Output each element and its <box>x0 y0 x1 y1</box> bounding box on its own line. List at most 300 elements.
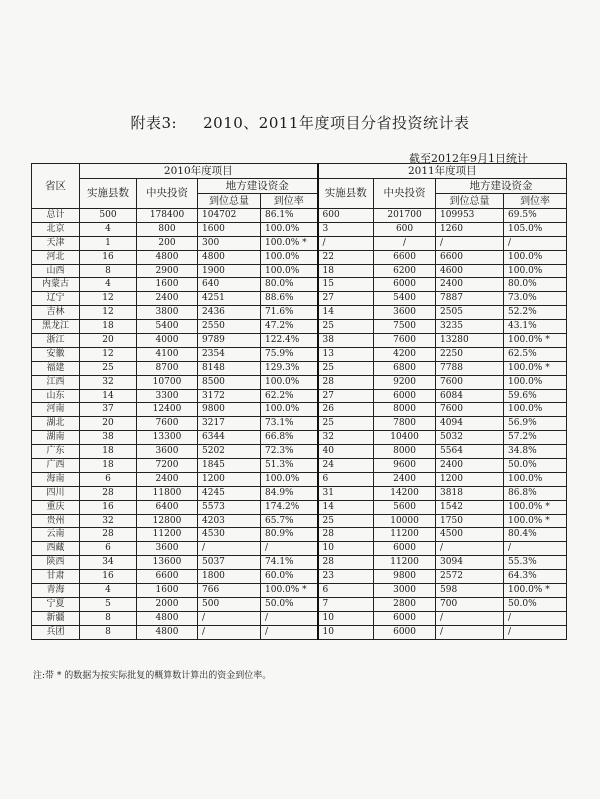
cell-rate-2011: 62.5% <box>504 347 567 361</box>
cell-region: 云南 <box>32 528 80 542</box>
cell-counties-2011: 13 <box>318 347 374 361</box>
cell-region: 山西 <box>32 264 80 278</box>
cell-amount-2011: 7600 <box>436 375 504 389</box>
cell-counties-2010: 12 <box>80 306 137 320</box>
cell-amount-2010: 4203 <box>198 514 261 528</box>
cell-central-2010: 12800 <box>137 514 198 528</box>
cell-counties-2011: 28 <box>318 528 374 542</box>
cell-region: 总计 <box>32 209 80 223</box>
cell-rate-2011: 100.0% * <box>504 514 567 528</box>
table-row <box>32 264 567 278</box>
cell-central-2010: 5400 <box>137 320 198 334</box>
table-row <box>32 528 567 542</box>
title-main: 2010、2011年度项目分省投资统计表 <box>203 114 470 132</box>
header-rate-2011: 到位率 <box>504 194 567 209</box>
table-row <box>32 250 567 264</box>
cell-counties-2010: 32 <box>80 375 137 389</box>
cell-region: 福建 <box>32 361 80 375</box>
cell-counties-2011: 25 <box>318 361 374 375</box>
cell-amount-2010: 1800 <box>198 570 261 584</box>
cell-counties-2010: 34 <box>80 556 137 570</box>
cell-counties-2010: 18 <box>80 459 137 473</box>
cell-central-2011: 6000 <box>374 625 436 639</box>
cell-central-2011: 10400 <box>374 431 436 445</box>
cell-rate-2011: 57.2% <box>504 431 567 445</box>
cell-rate-2010: 100.0% <box>261 375 318 389</box>
cell-central-2010: 6600 <box>137 570 198 584</box>
cell-rate-2010: 65.7% <box>261 514 318 528</box>
cell-central-2011: 600 <box>374 222 436 236</box>
cell-counties-2011: 40 <box>318 445 374 459</box>
table-row <box>32 278 567 292</box>
cell-central-2010: 8700 <box>137 361 198 375</box>
cell-central-2011: / <box>374 236 436 250</box>
cell-amount-2010: 1200 <box>198 472 261 486</box>
cell-counties-2011: 26 <box>318 403 374 417</box>
cell-region: 贵州 <box>32 514 80 528</box>
header-rate-2010: 到位率 <box>261 194 318 209</box>
footnote: 注:带 * 的数据为按实际批复的概算数计算出的资金到位率。 <box>33 671 272 681</box>
cell-counties-2010: 12 <box>80 292 137 306</box>
cell-rate-2010: 174.2% <box>261 500 318 514</box>
cell-amount-2010: 9800 <box>198 403 261 417</box>
cell-counties-2010: 12 <box>80 347 137 361</box>
cell-amount-2011: / <box>436 611 504 625</box>
cell-region: 河北 <box>32 250 80 264</box>
cell-amount-2010: 2354 <box>198 347 261 361</box>
cell-central-2011: 6000 <box>374 389 436 403</box>
cell-amount-2011: 1260 <box>436 222 504 236</box>
table-row <box>32 570 567 584</box>
cell-region: 吉林 <box>32 306 80 320</box>
cell-counties-2010: 16 <box>80 500 137 514</box>
cell-rate-2010: / <box>261 611 318 625</box>
cell-rate-2010: 100.0% * <box>261 236 318 250</box>
table-row <box>32 361 567 375</box>
cell-central-2010: 200 <box>137 236 198 250</box>
cell-amount-2011: 4600 <box>436 264 504 278</box>
cell-counties-2010: 8 <box>80 611 137 625</box>
cell-central-2011: 8000 <box>374 403 436 417</box>
table-row <box>32 209 567 223</box>
cell-amount-2010: 1900 <box>198 264 261 278</box>
cell-rate-2010: / <box>261 625 318 639</box>
cell-rate-2011: 100.0% <box>504 250 567 264</box>
cell-amount-2010: 4245 <box>198 486 261 500</box>
cell-counties-2011: 24 <box>318 459 374 473</box>
cell-counties-2011: 25 <box>318 417 374 431</box>
cell-amount-2011: / <box>436 542 504 556</box>
cell-central-2011: 6000 <box>374 278 436 292</box>
cell-amount-2011: 3094 <box>436 556 504 570</box>
table-row <box>32 486 567 500</box>
cell-central-2010: 13300 <box>137 431 198 445</box>
table-row <box>32 597 567 611</box>
cell-counties-2011: 38 <box>318 334 374 348</box>
cell-counties-2010: 8 <box>80 264 137 278</box>
table-row <box>32 403 567 417</box>
cell-amount-2010: 9789 <box>198 334 261 348</box>
cell-central-2011: 9200 <box>374 375 436 389</box>
table-row <box>32 625 567 639</box>
cell-region: 北京 <box>32 222 80 236</box>
cell-region: 河南 <box>32 403 80 417</box>
header-local-2010: 地方建设资金 <box>198 179 318 194</box>
investment-table <box>31 163 567 640</box>
cell-counties-2010: 38 <box>80 431 137 445</box>
cell-counties-2010: 20 <box>80 334 137 348</box>
cell-region: 辽宁 <box>32 292 80 306</box>
header-2011: 2011年度项目 <box>318 164 567 179</box>
cell-rate-2011: 80.0% <box>504 278 567 292</box>
cell-central-2010: 7200 <box>137 459 198 473</box>
cell-counties-2011: 28 <box>318 556 374 570</box>
cell-central-2011: 14200 <box>374 486 436 500</box>
cell-central-2011: 9800 <box>374 570 436 584</box>
cell-counties-2010: 18 <box>80 320 137 334</box>
table-row <box>32 556 567 570</box>
cell-rate-2010: 100.0% <box>261 264 318 278</box>
cell-central-2011: 5400 <box>374 292 436 306</box>
cell-counties-2011: 28 <box>318 375 374 389</box>
header-region: 省区 <box>32 164 80 209</box>
cell-rate-2011: 100.0% <box>504 264 567 278</box>
cell-amount-2010: 6344 <box>198 431 261 445</box>
cell-central-2010: 2900 <box>137 264 198 278</box>
cell-amount-2010: 8148 <box>198 361 261 375</box>
cell-rate-2010: 84.9% <box>261 486 318 500</box>
cell-rate-2011: 69.5% <box>504 209 567 223</box>
cell-central-2010: 2400 <box>137 472 198 486</box>
cell-counties-2011: 14 <box>318 306 374 320</box>
cell-rate-2010: 72.3% <box>261 445 318 459</box>
table-row <box>32 236 567 250</box>
table-row <box>32 611 567 625</box>
cell-amount-2011: 3818 <box>436 486 504 500</box>
cell-amount-2010: / <box>198 542 261 556</box>
header-counties-2010: 实施县数 <box>80 179 137 209</box>
cell-central-2010: 4800 <box>137 611 198 625</box>
cell-counties-2010: 4 <box>80 222 137 236</box>
cell-rate-2010: 47.2% <box>261 320 318 334</box>
cell-counties-2011: 10 <box>318 625 374 639</box>
cell-rate-2011: / <box>504 236 567 250</box>
cell-rate-2011: 100.0% <box>504 472 567 486</box>
cell-rate-2011: 64.3% <box>504 570 567 584</box>
cell-amount-2010: / <box>198 611 261 625</box>
cell-rate-2011: 100.0% * <box>504 584 567 598</box>
header-central-2011: 中央投资 <box>374 179 436 209</box>
cell-central-2010: 1600 <box>137 584 198 598</box>
cell-counties-2010: 25 <box>80 361 137 375</box>
cell-counties-2011: 18 <box>318 264 374 278</box>
cell-rate-2011: 100.0% * <box>504 334 567 348</box>
cell-central-2011: 3600 <box>374 306 436 320</box>
cell-rate-2010: 100.0% <box>261 250 318 264</box>
cell-amount-2011: 7788 <box>436 361 504 375</box>
header-local-2011: 地方建设资金 <box>436 179 567 194</box>
cell-central-2010: 6400 <box>137 500 198 514</box>
cell-region: 山东 <box>32 389 80 403</box>
cell-rate-2010: 129.3% <box>261 361 318 375</box>
cell-rate-2010: 50.0% <box>261 597 318 611</box>
cell-counties-2011: 3 <box>318 222 374 236</box>
cell-counties-2010: 18 <box>80 445 137 459</box>
cell-central-2011: 7500 <box>374 320 436 334</box>
cell-rate-2010: 62.2% <box>261 389 318 403</box>
table-row <box>32 389 567 403</box>
cell-central-2010: 11800 <box>137 486 198 500</box>
cell-counties-2010: 37 <box>80 403 137 417</box>
cell-amount-2010: 4530 <box>198 528 261 542</box>
cell-rate-2010: 100.0% <box>261 472 318 486</box>
cell-rate-2011: 100.0% <box>504 375 567 389</box>
table-row <box>32 417 567 431</box>
cell-central-2010: 178400 <box>137 209 198 223</box>
cell-counties-2011: 25 <box>318 320 374 334</box>
cell-rate-2011: 55.3% <box>504 556 567 570</box>
cell-central-2010: 3600 <box>137 445 198 459</box>
cell-counties-2011: / <box>318 236 374 250</box>
cell-rate-2010: 122.4% <box>261 334 318 348</box>
cell-amount-2011: 2505 <box>436 306 504 320</box>
cell-central-2010: 2400 <box>137 292 198 306</box>
cell-amount-2011: 2400 <box>436 278 504 292</box>
cell-central-2010: 4100 <box>137 347 198 361</box>
cell-rate-2010: 100.0% <box>261 403 318 417</box>
cell-central-2010: 7600 <box>137 417 198 431</box>
cell-region: 黑龙江 <box>32 320 80 334</box>
cell-amount-2011: 3235 <box>436 320 504 334</box>
cell-amount-2010: 1600 <box>198 222 261 236</box>
cell-amount-2011: 2572 <box>436 570 504 584</box>
cell-counties-2010: 1 <box>80 236 137 250</box>
cell-rate-2010: 100.0% <box>261 222 318 236</box>
cell-amount-2011: / <box>436 625 504 639</box>
cell-counties-2010: 4 <box>80 278 137 292</box>
cell-counties-2010: 4 <box>80 584 137 598</box>
cell-region: 青海 <box>32 584 80 598</box>
cell-central-2010: 4800 <box>137 250 198 264</box>
cell-central-2010: 3300 <box>137 389 198 403</box>
cell-counties-2011: 25 <box>318 514 374 528</box>
cell-central-2011: 6800 <box>374 361 436 375</box>
cell-central-2010: 4000 <box>137 334 198 348</box>
cell-amount-2010: 2550 <box>198 320 261 334</box>
cell-amount-2010: 300 <box>198 236 261 250</box>
cell-central-2010: 3600 <box>137 542 198 556</box>
cell-rate-2010: 75.9% <box>261 347 318 361</box>
table-row <box>32 542 567 556</box>
cell-central-2011: 7800 <box>374 417 436 431</box>
cell-rate-2011: 43.1% <box>504 320 567 334</box>
header-2010: 2010年度项目 <box>80 164 318 179</box>
cell-central-2010: 11200 <box>137 528 198 542</box>
cell-amount-2010: 766 <box>198 584 261 598</box>
cell-region: 陕西 <box>32 556 80 570</box>
cell-rate-2011: 80.4% <box>504 528 567 542</box>
cell-central-2011: 3000 <box>374 584 436 598</box>
cell-rate-2010: 73.1% <box>261 417 318 431</box>
cell-amount-2011: 1750 <box>436 514 504 528</box>
cell-central-2010: 2000 <box>137 597 198 611</box>
cell-amount-2010: 3217 <box>198 417 261 431</box>
cell-rate-2011: 52.2% <box>504 306 567 320</box>
cell-region: 安徽 <box>32 347 80 361</box>
cell-amount-2011: 1542 <box>436 500 504 514</box>
table-row <box>32 320 567 334</box>
cell-rate-2010: 86.1% <box>261 209 318 223</box>
cell-region: 兵团 <box>32 625 80 639</box>
cell-counties-2011: 10 <box>318 611 374 625</box>
page-title <box>0 112 600 133</box>
cell-counties-2010: 500 <box>80 209 137 223</box>
cell-central-2010: 4800 <box>137 625 198 639</box>
table-row <box>32 431 567 445</box>
cell-counties-2011: 7 <box>318 597 374 611</box>
cell-amount-2011: / <box>436 236 504 250</box>
cell-amount-2011: 7600 <box>436 403 504 417</box>
as-of-date: 截至2012年9月1日统计 <box>409 152 528 165</box>
cell-counties-2010: 32 <box>80 514 137 528</box>
cell-rate-2010: 100.0% * <box>261 584 318 598</box>
cell-rate-2010: 88.6% <box>261 292 318 306</box>
cell-counties-2010: 20 <box>80 417 137 431</box>
cell-central-2011: 4200 <box>374 347 436 361</box>
cell-rate-2010: / <box>261 542 318 556</box>
header-central-2010: 中央投资 <box>137 179 198 209</box>
cell-rate-2011: / <box>504 611 567 625</box>
table-body <box>32 209 567 640</box>
cell-amount-2011: 6600 <box>436 250 504 264</box>
cell-counties-2010: 28 <box>80 486 137 500</box>
cell-central-2011: 6600 <box>374 250 436 264</box>
cell-counties-2011: 10 <box>318 542 374 556</box>
cell-amount-2011: 598 <box>436 584 504 598</box>
cell-central-2011: 11200 <box>374 528 436 542</box>
table-row <box>32 584 567 598</box>
cell-amount-2010: 2436 <box>198 306 261 320</box>
cell-amount-2011: 109953 <box>436 209 504 223</box>
cell-region: 广东 <box>32 445 80 459</box>
cell-amount-2010: 4251 <box>198 292 261 306</box>
header-counties-2011: 实施县数 <box>318 179 374 209</box>
cell-counties-2011: 15 <box>318 278 374 292</box>
cell-counties-2011: 6 <box>318 584 374 598</box>
table-row <box>32 445 567 459</box>
cell-region: 四川 <box>32 486 80 500</box>
cell-region: 天津 <box>32 236 80 250</box>
cell-counties-2010: 8 <box>80 625 137 639</box>
cell-amount-2010: 8500 <box>198 375 261 389</box>
cell-amount-2011: 1200 <box>436 472 504 486</box>
cell-central-2011: 6200 <box>374 264 436 278</box>
cell-amount-2010: 500 <box>198 597 261 611</box>
cell-rate-2010: 71.6% <box>261 306 318 320</box>
table-row <box>32 459 567 473</box>
cell-region: 江西 <box>32 375 80 389</box>
cell-rate-2011: 73.0% <box>504 292 567 306</box>
cell-amount-2010: 5202 <box>198 445 261 459</box>
cell-amount-2011: 5564 <box>436 445 504 459</box>
cell-region: 湖北 <box>32 417 80 431</box>
title-prefix: 附表3: <box>130 114 178 132</box>
cell-rate-2011: 50.0% <box>504 459 567 473</box>
cell-central-2011: 8000 <box>374 445 436 459</box>
cell-rate-2011: 100.0% * <box>504 500 567 514</box>
cell-region: 甘肃 <box>32 570 80 584</box>
cell-counties-2011: 600 <box>318 209 374 223</box>
cell-rate-2010: 80.9% <box>261 528 318 542</box>
table-row <box>32 472 567 486</box>
cell-region: 湖南 <box>32 431 80 445</box>
cell-counties-2010: 6 <box>80 542 137 556</box>
cell-rate-2011: / <box>504 542 567 556</box>
table-row <box>32 334 567 348</box>
cell-central-2011: 6000 <box>374 611 436 625</box>
cell-central-2011: 10000 <box>374 514 436 528</box>
cell-central-2011: 201700 <box>374 209 436 223</box>
table-row <box>32 292 567 306</box>
cell-counties-2010: 16 <box>80 250 137 264</box>
cell-region: 宁夏 <box>32 597 80 611</box>
cell-region: 重庆 <box>32 500 80 514</box>
cell-central-2010: 12400 <box>137 403 198 417</box>
cell-rate-2010: 74.1% <box>261 556 318 570</box>
cell-rate-2011: 50.0% <box>504 597 567 611</box>
cell-amount-2010: 1845 <box>198 459 261 473</box>
table-row <box>32 347 567 361</box>
cell-counties-2011: 27 <box>318 292 374 306</box>
cell-amount-2010: 104702 <box>198 209 261 223</box>
cell-amount-2011: 700 <box>436 597 504 611</box>
cell-counties-2011: 6 <box>318 472 374 486</box>
cell-central-2010: 3800 <box>137 306 198 320</box>
cell-central-2011: 7600 <box>374 334 436 348</box>
table-row <box>32 222 567 236</box>
cell-counties-2010: 28 <box>80 528 137 542</box>
cell-central-2010: 13600 <box>137 556 198 570</box>
cell-amount-2011: 4500 <box>436 528 504 542</box>
cell-rate-2010: 60.0% <box>261 570 318 584</box>
cell-central-2011: 2400 <box>374 472 436 486</box>
cell-counties-2011: 27 <box>318 389 374 403</box>
cell-amount-2011: 4094 <box>436 417 504 431</box>
cell-rate-2011: 59.6% <box>504 389 567 403</box>
cell-rate-2011: 56.9% <box>504 417 567 431</box>
cell-counties-2011: 22 <box>318 250 374 264</box>
cell-amount-2011: 13280 <box>436 334 504 348</box>
cell-central-2010: 10700 <box>137 375 198 389</box>
cell-rate-2011: 86.8% <box>504 486 567 500</box>
cell-counties-2010: 14 <box>80 389 137 403</box>
cell-rate-2011: 100.0% <box>504 403 567 417</box>
cell-central-2011: 9600 <box>374 459 436 473</box>
cell-amount-2011: 6084 <box>436 389 504 403</box>
cell-counties-2010: 16 <box>80 570 137 584</box>
table-row <box>32 514 567 528</box>
cell-amount-2010: 3172 <box>198 389 261 403</box>
cell-rate-2010: 51.3% <box>261 459 318 473</box>
cell-rate-2010: 80.0% <box>261 278 318 292</box>
cell-amount-2010: 5037 <box>198 556 261 570</box>
cell-central-2010: 800 <box>137 222 198 236</box>
cell-region: 西藏 <box>32 542 80 556</box>
cell-rate-2011: 34.8% <box>504 445 567 459</box>
cell-central-2010: 1600 <box>137 278 198 292</box>
cell-amount-2010: / <box>198 625 261 639</box>
cell-region: 海南 <box>32 472 80 486</box>
